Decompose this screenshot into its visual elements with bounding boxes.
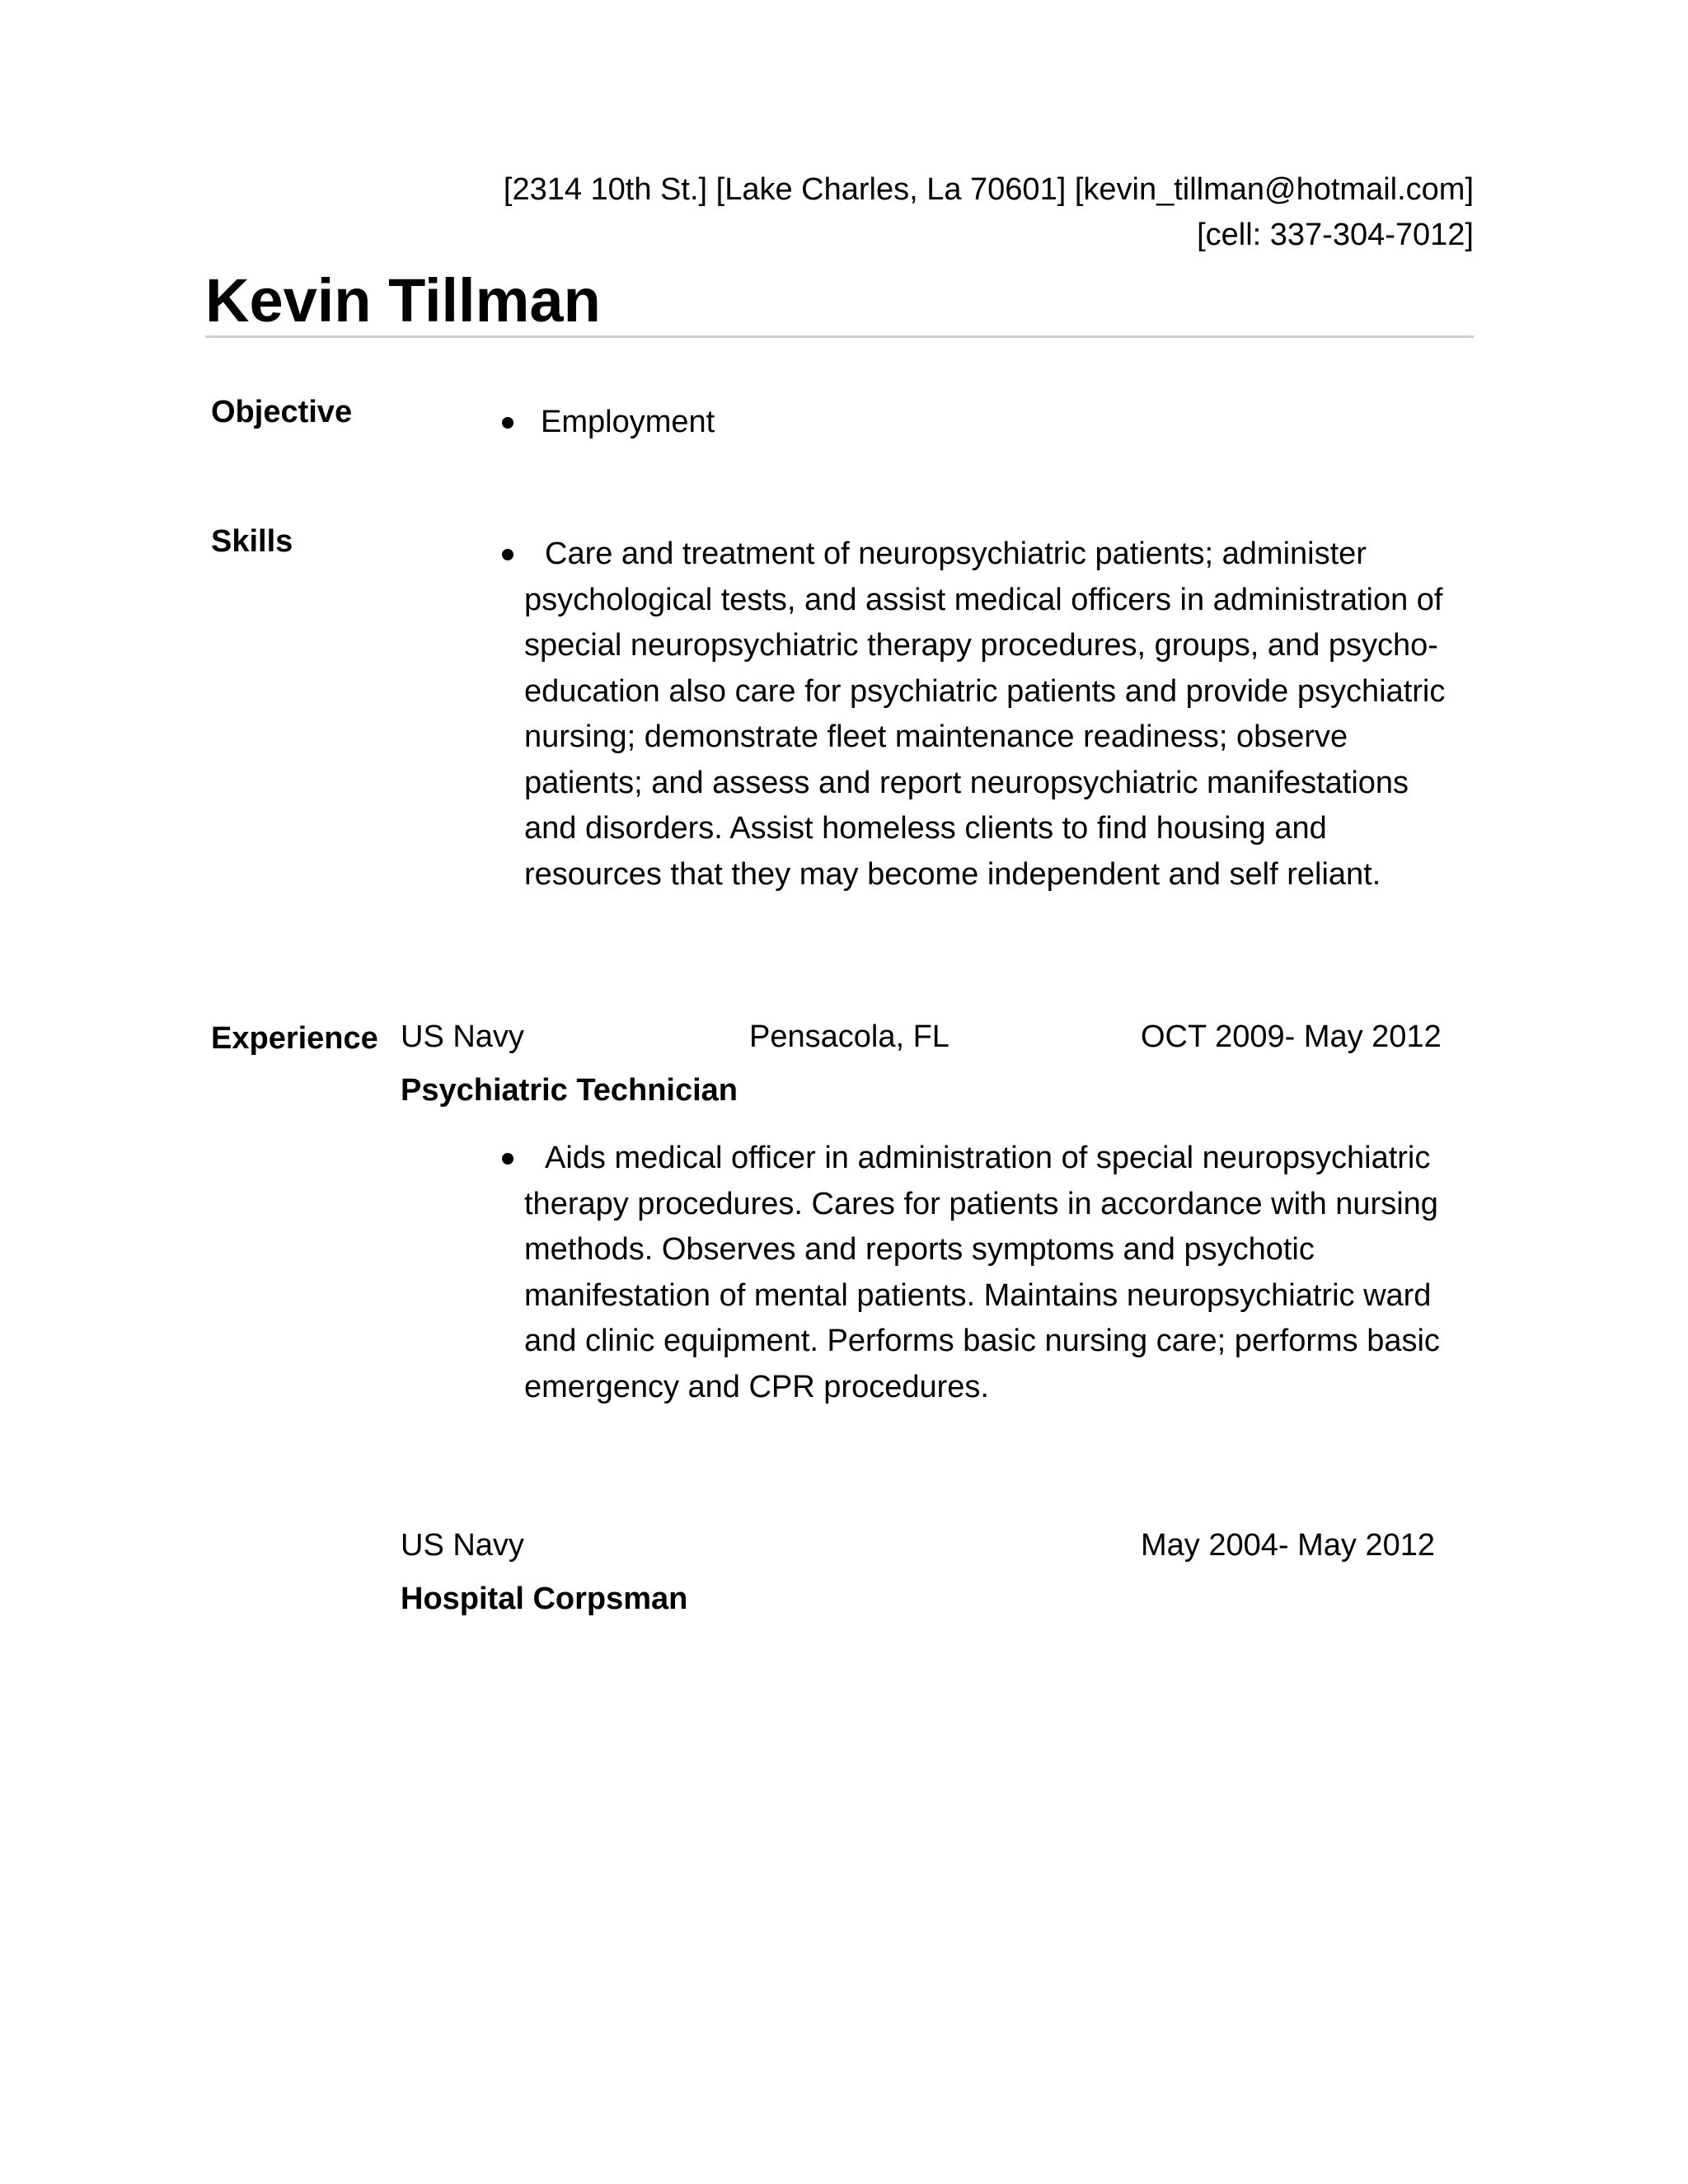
objective-label: Objective xyxy=(211,395,353,429)
job-detail-text: Aids medical officer in administration of special neuropsychiatric therapy procedures. Cares for patients in accordance with nursing methods. Observes and reports symptoms and psychotic manifestation of mental patients. Maintains neuropsychiatric ward and clinic equipment. Performs basic nursing care; performs basic emergency and CPR procedures. xyxy=(524,1141,1440,1404)
contact-info xyxy=(320,167,1474,258)
job-dates: OCT 2009- May 2012 xyxy=(1141,1019,1442,1054)
job-dates: May 2004- May 2012 xyxy=(1141,1528,1435,1563)
job-location: Pensacola, FL xyxy=(749,1019,950,1054)
contact-phone: [cell: 337-304-7012] xyxy=(1197,218,1474,252)
skills-label: Skills xyxy=(211,524,293,559)
job-title: Psychiatric Technician xyxy=(401,1073,738,1108)
header-divider xyxy=(205,335,1474,338)
objective-item-text: Employment xyxy=(541,405,715,439)
job-employer: US Navy xyxy=(401,1528,524,1563)
job-title: Hospital Corpsman xyxy=(401,1582,688,1616)
experience-label: Experience xyxy=(211,1021,378,1056)
objective-item xyxy=(541,400,1480,446)
candidate-name: Kevin Tillman xyxy=(205,266,601,335)
bullet-dot xyxy=(502,1153,513,1165)
skills-item xyxy=(524,532,1464,898)
skills-item-text: Care and treatment of neuropsychiatric patients; administer psychological tests, and assist medical officers in administration of special neuropsychiatric therapy procedures, groups, and psycho-education also care for psychiatric patients and provide psychiatric nursing; demonstrate fleet maintenance readiness; observe patients; and assess and report neuropsychiatric manifestations and disorders. Assist homeless clients to find housing and resources that they may become independent and self reliant. xyxy=(524,537,1446,892)
contact-address-email: [2314 10th St.] [Lake Charles, La 70601] [kevin_tillman@hotmail.com] xyxy=(503,172,1474,207)
job-employer: US Navy xyxy=(401,1019,524,1054)
bullet-dot xyxy=(502,549,513,560)
job-detail-item xyxy=(524,1136,1464,1410)
bullet-dot xyxy=(502,417,513,429)
